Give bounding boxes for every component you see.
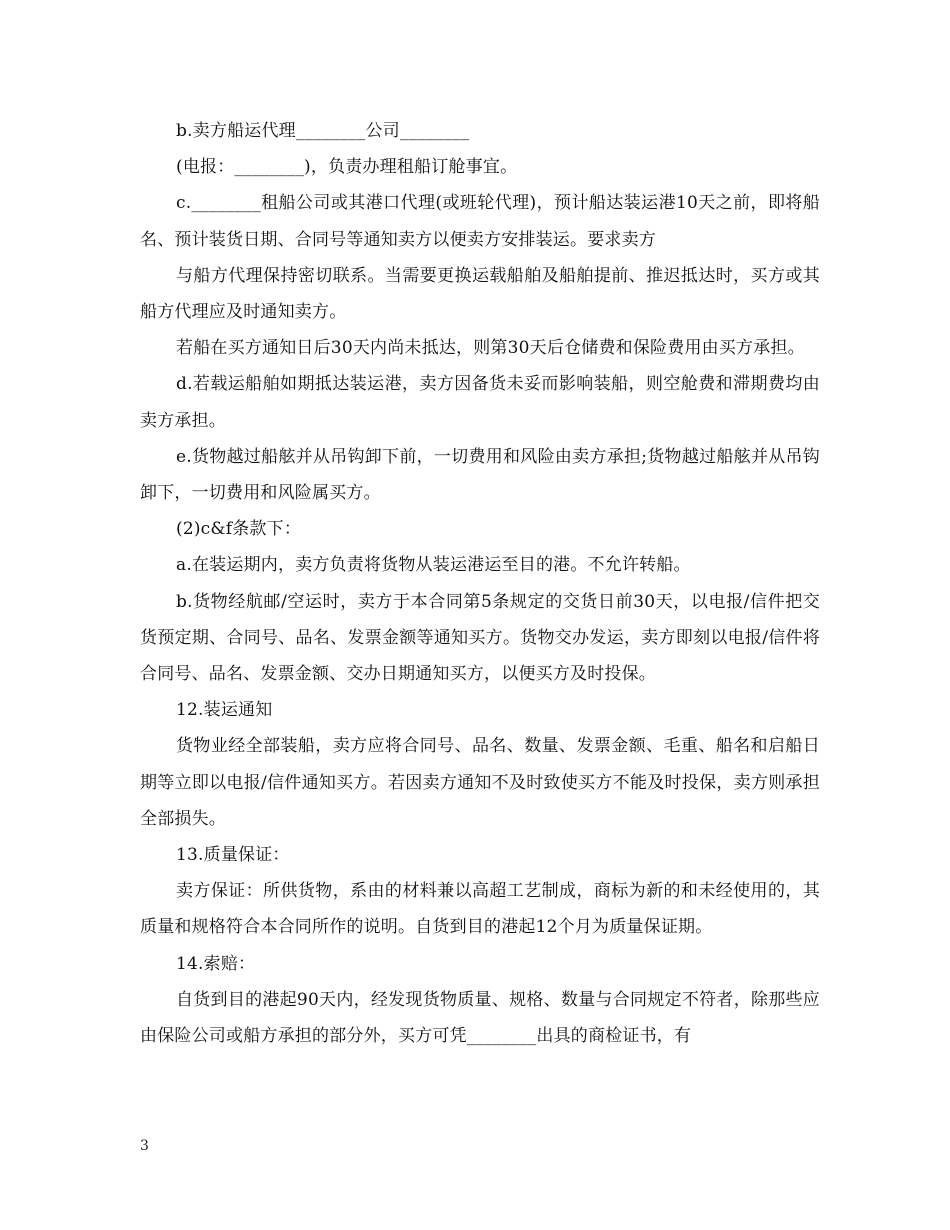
paragraph: b.货物经航邮/空运时，卖方于本合同第5条规定的交货日前30天，以电报/信件把交货预定期、合同号、品名、发票金额等通知买方。货物交办发运，卖方即刻以电报/信件将合同号、品名、发票金额、交办日期通知买方，以便买方及时投保。 — [140, 591, 820, 685]
section-heading: 12.装运通知 — [176, 700, 273, 721]
paragraph: 自货到目的港起90天内，经发现货物质量、规格、数量与合同规定不符者，除那些应由保险公司或船方承担的部分外，买方可凭________出具的商检证书，有 — [140, 989, 820, 1047]
paragraph: (电报：________)，负责办理租船订舱事宜。 — [176, 157, 518, 178]
page-number: 3 — [140, 1138, 149, 1154]
paragraph: d.若载运船舶如期抵达装运港，卖方因备货未妥而影响装船，则空舱费和滞期费均由卖方承担。 — [140, 374, 820, 431]
section-heading: 14.索赔： — [176, 953, 256, 974]
paragraph: b.卖方船运代理________公司________ — [176, 121, 470, 141]
paragraph: 卖方保证：所供货物，系由的材料兼以高超工艺制成，商标为新的和未经使用的，其质量和规格符合本合同所作的说明。自货到目的港起12个月为质量保证期。 — [140, 881, 820, 938]
section-heading: 13.质量保证： — [176, 845, 290, 866]
paragraph: a.在装运期内，卖方负责将货物从装运港运至目的港。不允许转船。 — [176, 555, 691, 576]
paragraph: c.________租船公司或其港口代理(或班轮代理)，预计船达装运港10天之前，即将船名、预计装货日期、合同号等通知卖方以便卖方安排装运。要求卖方 — [140, 193, 820, 250]
paragraph: e.货物越过船舷并从吊钩卸下前，一切费用和风险由卖方承担;货物越过船舷并从吊钩卸下，一切费用和风险属买方。 — [140, 446, 820, 504]
paragraph: 与船方代理保持密切联系。当需要更换运载船舶及船舶提前、推迟抵达时，买方或其船方代理应及时通知卖方。 — [140, 265, 820, 323]
paragraph: (2)c&f条款下： — [176, 519, 302, 540]
document-body — [140, 113, 820, 1054]
paragraph: 若船在买方通知日后30天内尚未抵达，则第30天后仓储费和保险费用由买方承担。 — [176, 338, 805, 359]
paragraph: 货物业经全部装船，卖方应将合同号、品名、数量、发票金额、毛重、船名和启船日期等立即以电报/信件通知买方。若因卖方通知不及时致使买方不能及时投保，卖方则承担全部损失。 — [140, 736, 820, 829]
